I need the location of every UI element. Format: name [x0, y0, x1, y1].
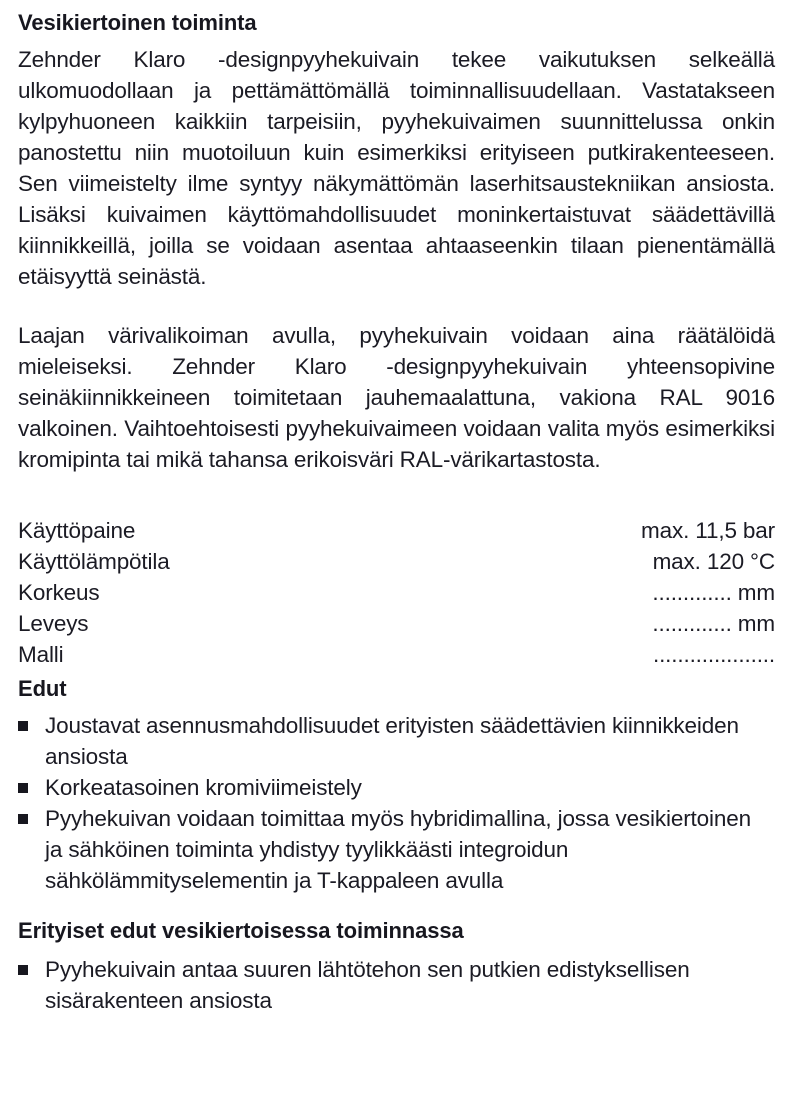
- table-row: [18, 515, 775, 546]
- list-item: [18, 772, 775, 803]
- benefits-heading: Edut: [18, 676, 67, 701]
- spec-label-kayttolampotila: Käyttölämpötila: [18, 549, 170, 574]
- special-benefits-heading: Erityiset edut vesikiertoisessa toiminnassa: [18, 918, 464, 943]
- spec-label-leveys: Leveys: [18, 611, 89, 636]
- spec-label-malli: Malli: [18, 642, 64, 667]
- spec-value-korkeus: ............. mm: [652, 580, 775, 605]
- square-bullet-icon: [18, 783, 28, 793]
- table-row: [18, 546, 775, 577]
- intro-paragraph-1: Zehnder Klaro -designpyyhekuivain tekee vaikutuksen selkeällä ulkomuodollaan ja pettämättömällä toiminnallisuudellaan. Vastatakseen kylpyhuoneen kaikkiin tarpeisiin, pyyhekuivaimen suunnittelussa onkin panostettu niin muotoiluun kuin esimerkiksi erityiseen putkirakenteeseen. Sen viimeistelty ilme syntyy näkymättömän laserhitsaustekniikan ansiosta. Lisäksi kuivaimen käyttömahdollisuudet moninkertaistuvat säädettävillä kiinnikkeillä, joilla se voidaan asentaa ahtaaseenkin tilaan pienentämällä etäisyyttä seinästä.: [18, 47, 775, 289]
- square-bullet-icon: [18, 721, 28, 731]
- spec-value-kayttopaine: max. 11,5 bar: [641, 518, 775, 543]
- table-row: [18, 577, 775, 608]
- spec-label-korkeus: Korkeus: [18, 580, 100, 605]
- spec-value-kayttolampotila: max. 120 °C: [652, 549, 775, 574]
- square-bullet-icon: [18, 965, 28, 975]
- list-item-label: Joustavat asennusmahdollisuudet erityisten säädettävien kiinnikkeiden ansiosta: [45, 713, 739, 769]
- list-item-label: Korkeatasoinen kromiviimeistely: [45, 775, 362, 800]
- list-item: [18, 954, 775, 1016]
- page-title: Vesikiertoinen toiminta: [18, 10, 257, 35]
- list-item-label: Pyyhekuivan voidaan toimittaa myös hybridimallina, jossa vesikiertoinen ja sähköinen toiminta yhdistyy tyylikkäästi integroidun sähkölämmityselementin ja T-kappaleen avulla: [45, 806, 751, 893]
- list-item: [18, 803, 775, 896]
- special-benefits-list: [18, 954, 775, 1016]
- spec-value-malli: ....................: [652, 642, 775, 667]
- benefits-list: [18, 710, 775, 896]
- specifications-table: [18, 515, 775, 670]
- table-row: [18, 608, 775, 639]
- list-item-label: Pyyhekuivain antaa suuren lähtötehon sen putkien edistyksellisen sisärakenteen ansiosta: [45, 957, 690, 1013]
- table-row: [18, 639, 775, 670]
- spec-value-leveys: ............. mm: [652, 611, 775, 636]
- spec-label-kayttopaine: Käyttöpaine: [18, 518, 136, 543]
- square-bullet-icon: [18, 814, 28, 824]
- intro-paragraph-2: Laajan värivalikoiman avulla, pyyhekuivain voidaan aina räätälöidä mieleiseksi. Zehnder Klaro -designpyyhekuivain yhteensopivine seinäkiinnikkeineen toimitetaan jauhemaalattuna, vakiona RAL 9016 valkoinen. Vaihtoehtoisesti pyyhekuivaimeen voidaan valita myös esimerkiksi kromipinta tai mikä tahansa erikoisväri RAL-värikartastosta.: [18, 323, 775, 472]
- list-item: [18, 710, 775, 772]
